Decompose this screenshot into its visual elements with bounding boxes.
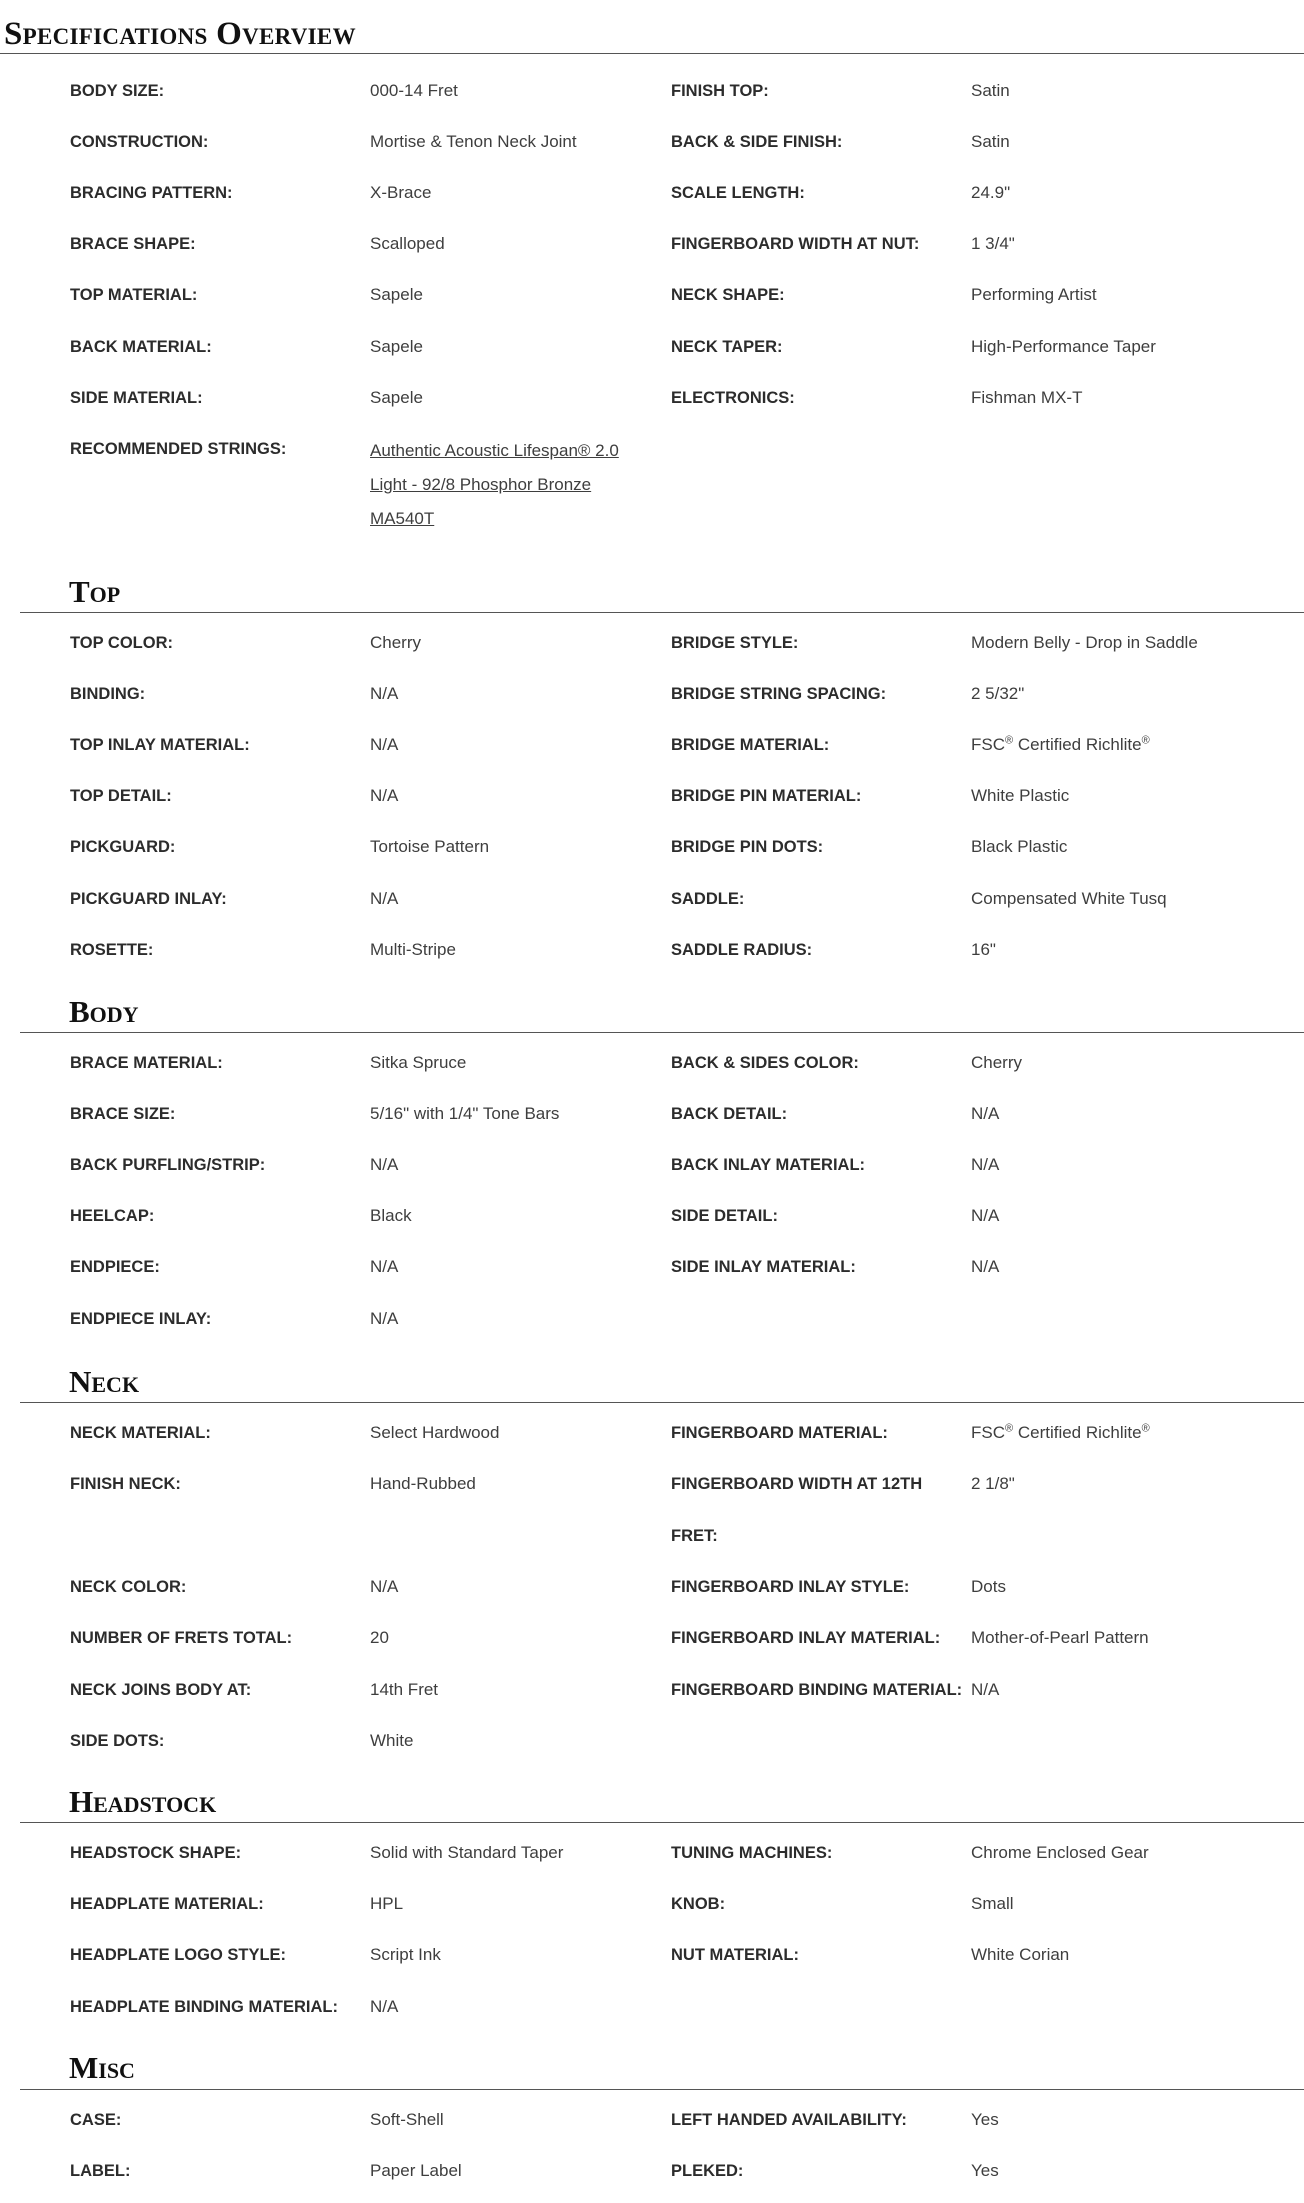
spec-label-side-material: SIDE MATERIAL: [70, 389, 203, 407]
section-title-misc: Misc [69, 2050, 135, 2085]
spec-value-number-of-frets-total: 20 [370, 1628, 389, 1647]
spec-label-top-detail: TOP DETAIL: [70, 787, 172, 805]
spec-value-fingerboard-material [971, 1420, 1150, 1446]
spec-value-side-detail: N/A [971, 1206, 1000, 1225]
spec-value-pleked: Yes [971, 2161, 999, 2180]
spec-value-binding: N/A [370, 684, 399, 703]
spec-label-saddle: SADDLE: [671, 890, 745, 908]
spec-value-bridge-pin-dots: Black Plastic [971, 837, 1068, 856]
spec-value-back-purfling-strip: N/A [370, 1155, 399, 1174]
spec-value-knob: Small [971, 1894, 1014, 1913]
spec-value-rosette: Multi-Stripe [370, 940, 456, 959]
spec-value-heelcap: Black [370, 1206, 412, 1225]
spec-label-top-inlay-material: TOP INLAY MATERIAL: [70, 736, 250, 754]
spec-value-top-color: Cherry [370, 633, 422, 652]
spec-value-pickguard: Tortoise Pattern [370, 837, 490, 856]
spec-value-case: Soft-Shell [370, 2110, 444, 2129]
spec-label-line: FRET: [671, 1527, 718, 1545]
spec-label-top-material: TOP MATERIAL: [70, 286, 198, 304]
spec-value-back-material: Sapele [370, 337, 423, 356]
spec-label-construction: CONSTRUCTION: [70, 133, 209, 151]
spec-value-tuning-machines: Chrome Enclosed Gear [971, 1843, 1149, 1862]
spec-value-headstock-shape: Solid with Standard Taper [370, 1843, 564, 1862]
spec-label-side-dots: SIDE DOTS: [70, 1732, 165, 1750]
spec-label-neck-shape: NECK SHAPE: [671, 286, 785, 304]
spec-label-back-sides-color: BACK & SIDES COLOR: [671, 1054, 859, 1072]
spec-label-back-side-finish: BACK & SIDE FINISH: [671, 133, 843, 151]
spec-value-body-size: 000-14 Fret [370, 81, 458, 100]
spec-label-neck-joins-body-at: NECK JOINS BODY AT: [70, 1681, 252, 1699]
spec-label-neck-color: NECK COLOR: [70, 1578, 187, 1596]
spec-label-pickguard: PICKGUARD: [70, 838, 176, 856]
spec-label-back-purfling-strip: BACK PURFLING/STRIP: [70, 1156, 266, 1174]
recommended-strings-link-line[interactable]: MA540T [370, 509, 435, 528]
spec-value-fingerboard-binding-material: N/A [971, 1680, 1000, 1699]
spec-value-headplate-binding-material: N/A [370, 1997, 399, 2016]
spec-label-body-size: BODY SIZE: [70, 82, 165, 100]
spec-label-endpiece: ENDPIECE: [70, 1258, 160, 1276]
spec-value-scale-length: 24.9" [971, 183, 1011, 202]
spec-label-bridge-string-spacing: BRIDGE STRING SPACING: [671, 685, 887, 703]
spec-label-side-inlay-material: SIDE INLAY MATERIAL: [671, 1258, 856, 1276]
spec-label-bridge-material: BRIDGE MATERIAL: [671, 736, 830, 754]
spec-value-back-sides-color: Cherry [971, 1053, 1023, 1072]
spec-label-recommended-strings: RECOMMENDED STRINGS: [70, 440, 287, 458]
spec-label-saddle-radius: SADDLE RADIUS: [671, 941, 813, 959]
spec-value-saddle-radius: 16" [971, 940, 996, 959]
spec-value-bridge-pin-material: White Plastic [971, 786, 1070, 805]
spec-label-bracing-pattern: BRACING PATTERN: [70, 184, 233, 202]
spec-value-nut-material: White Corian [971, 1945, 1070, 1964]
spec-value-construction: Mortise & Tenon Neck Joint [370, 132, 577, 151]
spec-value-bracing-pattern: X-Brace [370, 183, 432, 202]
recommended-strings-link[interactable] [370, 434, 619, 536]
spec-label-headstock-shape: HEADSTOCK SHAPE: [70, 1844, 242, 1862]
spec-label-number-of-frets-total: NUMBER OF FRETS TOTAL: [70, 1629, 293, 1647]
spec-label-headplate-logo-style: HEADPLATE LOGO STYLE: [70, 1946, 287, 1964]
spec-label-left-handed-availability: LEFT HANDED AVAILABILITY: [671, 2111, 907, 2129]
spec-value-saddle: Compensated White Tusq [971, 889, 1167, 908]
spec-label-fingerboard-inlay-style: FINGERBOARD INLAY STYLE: [671, 1578, 910, 1596]
section-title-headstock: Headstock [69, 1784, 217, 1819]
recommended-strings-link-line[interactable]: Authentic Acoustic Lifespan® 2.0 [370, 441, 619, 460]
spec-label-fingerboard-width-at-nut: FINGERBOARD WIDTH AT NUT: [671, 235, 920, 253]
spec-value-fingerboard-width-at-nut: 1 3/4" [971, 234, 1015, 253]
spec-label-brace-size: BRACE SIZE: [70, 1105, 176, 1123]
spec-value-neck-taper: High-Performance Taper [971, 337, 1156, 356]
spec-value-side-inlay-material: N/A [971, 1257, 1000, 1276]
spec-value-neck-color: N/A [370, 1577, 399, 1596]
spec-value-endpiece: N/A [370, 1257, 399, 1276]
spec-label-fingerboard-inlay-material: FINGERBOARD INLAY MATERIAL: [671, 1629, 941, 1647]
spec-label-line: FINGERBOARD WIDTH AT 12TH [671, 1475, 923, 1493]
spec-value-fingerboard-width-at-12th-fret: 2 1/8" [971, 1474, 1015, 1493]
spec-value-back-side-finish: Satin [971, 132, 1010, 151]
spec-label-binding: BINDING: [70, 685, 146, 703]
spec-value-bridge-style: Modern Belly - Drop in Saddle [971, 633, 1198, 652]
registered-mark: ® [1005, 1422, 1014, 1435]
page-title: Specifications Overview [4, 16, 356, 52]
spec-value-finish-neck: Hand-Rubbed [370, 1474, 476, 1493]
registered-mark: ® [1141, 1422, 1150, 1435]
spec-label-finish-neck: FINISH NECK: [70, 1475, 181, 1493]
spec-value-top-material: Sapele [370, 285, 423, 304]
section-title-body: Body [69, 994, 139, 1029]
spec-value-fingerboard-inlay-style: Dots [971, 1577, 1006, 1596]
section-divider [20, 1402, 1304, 1403]
spec-label-brace-material: BRACE MATERIAL: [70, 1054, 223, 1072]
spec-label-heelcap: HEELCAP: [70, 1207, 155, 1225]
spec-label-pleked: PLEKED: [671, 2162, 744, 2180]
spec-label-nut-material: NUT MATERIAL: [671, 1946, 800, 1964]
spec-value-side-material: Sapele [370, 388, 423, 407]
spec-value-pickguard-inlay: N/A [370, 889, 399, 908]
spec-label-headplate-binding-material: HEADPLATE BINDING MATERIAL: [70, 1998, 338, 2016]
spec-label-fingerboard-width-at-12th-fret [671, 1471, 922, 1549]
spec-label-bridge-pin-dots: BRIDGE PIN DOTS: [671, 838, 824, 856]
value-text: FSC [971, 1423, 1005, 1442]
spec-value-back-inlay-material: N/A [971, 1155, 1000, 1174]
spec-label-scale-length: SCALE LENGTH: [671, 184, 805, 202]
spec-label-bridge-style: BRIDGE STYLE: [671, 634, 799, 652]
spec-value-electronics: Fishman MX-T [971, 388, 1083, 407]
spec-value-endpiece-inlay: N/A [370, 1309, 399, 1328]
title-divider [0, 53, 1304, 54]
value-text: FSC [971, 735, 1005, 754]
spec-value-brace-shape: Scalloped [370, 234, 445, 253]
spec-label-finish-top: FINISH TOP: [671, 82, 769, 100]
spec-label-back-inlay-material: BACK INLAY MATERIAL: [671, 1156, 866, 1174]
spec-label-electronics: ELECTRONICS: [671, 389, 795, 407]
spec-label-neck-material: NECK MATERIAL: [70, 1424, 211, 1442]
spec-label-tuning-machines: TUNING MACHINES: [671, 1844, 833, 1862]
spec-value-neck-shape: Performing Artist [971, 285, 1097, 304]
recommended-strings-link-line[interactable]: Light - 92/8 Phosphor Bronze [370, 475, 592, 494]
section-divider [20, 2089, 1304, 2090]
spec-label-knob: KNOB: [671, 1895, 726, 1913]
spec-label-pickguard-inlay: PICKGUARD INLAY: [70, 890, 227, 908]
section-divider [20, 612, 1304, 613]
value-text: Certified Richlite [1013, 735, 1142, 754]
spec-value-headplate-logo-style: Script Ink [370, 1945, 441, 1964]
section-title-neck: Neck [69, 1364, 140, 1399]
value-text: Certified Richlite [1013, 1423, 1142, 1442]
spec-value-side-dots: White [370, 1731, 414, 1750]
spec-label-back-detail: BACK DETAIL: [671, 1105, 788, 1123]
spec-value-headplate-material: HPL [370, 1894, 404, 1913]
spec-value-brace-material: Sitka Spruce [370, 1053, 467, 1072]
spec-value-left-handed-availability: Yes [971, 2110, 999, 2129]
spec-value-brace-size: 5/16" with 1/4" Tone Bars [370, 1104, 560, 1123]
spec-value-top-inlay-material: N/A [370, 735, 399, 754]
spec-label-back-material: BACK MATERIAL: [70, 338, 212, 356]
spec-label-bridge-pin-material: BRIDGE PIN MATERIAL: [671, 787, 862, 805]
spec-label-brace-shape: BRACE SHAPE: [70, 235, 196, 253]
spec-label-neck-taper: NECK TAPER: [671, 338, 783, 356]
spec-label-endpiece-inlay: ENDPIECE INLAY: [70, 1310, 212, 1328]
spec-label-label: LABEL: [70, 2162, 131, 2180]
spec-label-fingerboard-binding-material: FINGERBOARD BINDING MATERIAL: [671, 1681, 963, 1699]
spec-value-bridge-string-spacing: 2 5/32" [971, 684, 1025, 703]
spec-label-side-detail: SIDE DETAIL: [671, 1207, 778, 1225]
spec-value-fingerboard-inlay-material: Mother-of-Pearl Pattern [971, 1628, 1149, 1647]
spec-value-finish-top: Satin [971, 81, 1010, 100]
spec-value-label: Paper Label [370, 2161, 462, 2180]
spec-value-neck-material: Select Hardwood [370, 1423, 500, 1442]
spec-value-back-detail: N/A [971, 1104, 1000, 1123]
section-divider [20, 1032, 1304, 1033]
spec-value-neck-joins-body-at: 14th Fret [370, 1680, 439, 1699]
spec-label-rosette: ROSETTE: [70, 941, 154, 959]
spec-label-case: CASE: [70, 2111, 122, 2129]
spec-label-fingerboard-material: FINGERBOARD MATERIAL: [671, 1424, 888, 1442]
registered-mark: ® [1005, 734, 1014, 747]
spec-value-bridge-material [971, 732, 1150, 758]
spec-label-top-color: TOP COLOR: [70, 634, 173, 652]
section-divider [20, 1822, 1304, 1823]
spec-value-top-detail: N/A [370, 786, 399, 805]
section-title-top: Top [69, 574, 121, 609]
spec-label-headplate-material: HEADPLATE MATERIAL: [70, 1895, 264, 1913]
registered-mark: ® [1141, 734, 1150, 747]
